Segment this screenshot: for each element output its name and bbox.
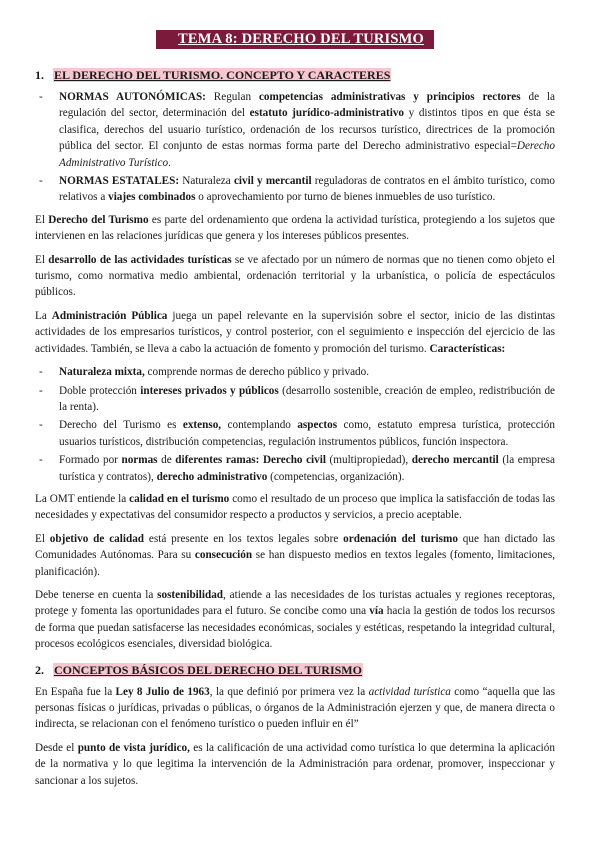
term: objetivo de calidad	[49, 532, 145, 545]
paragraph-objetivo-calidad	[35, 531, 555, 580]
section-1-heading	[35, 68, 555, 83]
text: de la regulación del sector, determinación del	[59, 91, 555, 120]
term: ordenación del turismo	[343, 532, 458, 545]
term: consecución	[194, 549, 253, 562]
term: intereses privados y públicos	[140, 384, 279, 397]
list-item-extenso	[35, 417, 555, 450]
text: (multipropiedad),	[325, 454, 412, 467]
term: derecho administrativo	[156, 470, 268, 483]
term: Características:	[429, 342, 506, 355]
title-bar	[35, 0, 555, 52]
text: como, estatuto empresa turística, protección usuarios turísticos, distribución competencias, regulación instrumentos públicos, función inspectora.	[59, 419, 555, 448]
list-item-normas-autonomicas	[35, 89, 555, 171]
list-item-doble-proteccion	[35, 383, 555, 416]
term: civil y mercantil	[233, 175, 312, 188]
term: vía	[369, 605, 384, 618]
text: contemplando	[221, 419, 298, 432]
text: (desarrollo sostenible, creación de empleo, redistribución de la renta).	[59, 384, 556, 413]
italic-term: Derecho Administrativo Turístico	[59, 140, 555, 169]
normas-list	[35, 89, 555, 206]
text: , la que definió por primera vez la	[209, 685, 369, 698]
section-2-number: 2.	[35, 662, 44, 677]
text: y distintos tipos en que ésta se clasifica, derechos del usuario turístico, ordenación de los recursos turístico, directrices de la promoción pública del sector. El conjunto de estas normas forma parte del Derecho administrativo especial=	[59, 107, 555, 153]
term: estatuto jurídico-administrativo	[249, 107, 405, 120]
text: como el resultado de un proceso que implica la satisfacción de todas las necesidades y expectativas del consumidor respecto a productos y servicios, a precio aceptable.	[35, 492, 555, 522]
text: que han dictado las Comunidades Autónomas. Para su	[35, 532, 555, 562]
text: juega un papel relevante en la supervisión sobre el sector, inicio de las distintas actividades de los empresarios turísticos, y control posterior, con el seguimiento e inspección del ejercicio de las actividades. También, se lleva a cabo la actuación de fomento y promoción del turismo.	[35, 309, 555, 355]
text: En España fue la	[35, 685, 116, 698]
term: diferentes ramas: Derecho civil	[175, 454, 326, 467]
term: aspectos	[297, 419, 338, 432]
text: Naturaleza	[179, 175, 234, 188]
paragraph-ley-1963	[35, 684, 555, 733]
term: punto de vista jurídico,	[77, 741, 190, 754]
text: (competencias, organización).	[267, 470, 405, 483]
text: (la empresa turística y contratos),	[59, 454, 555, 483]
text: comprende normas de derecho público y privado.	[144, 366, 370, 379]
text: , atiende a las necesidades de los turistas actuales y regiones receptoras, protege y fomenta las oportunidades para el futuro. Se concibe como una	[35, 588, 555, 618]
page-title: TEMA 8: DERECHO DEL TURISMO	[156, 30, 434, 49]
text: como “aquella que las personas físicas o jurídicas, privadas o públicas, o órganos de la Administración ejerzen y que, de manera directa o indirecta, se relacionan con el fenómeno turístico o pueden influir en él”	[35, 685, 555, 731]
text: Debe tenerse en cuenta la	[35, 588, 158, 601]
list-item-normas-estatales	[35, 173, 555, 206]
term: Derecho del Turismo	[48, 213, 149, 226]
term: competencias administrativas y principios rectores	[258, 91, 521, 103]
text: reguladoras de contratos en el ámbito turístico, como relativos a	[59, 175, 555, 204]
paragraph-sostenibilidad	[35, 587, 555, 653]
italic-term: actividad turística	[368, 685, 451, 698]
term: Administración Pública	[51, 309, 168, 322]
text: Formado por	[59, 454, 122, 467]
text: hacia la gestión de todos los recursos de forma que puedan satisfacerse las necesidades económicas, sociales y estéticas, respetando la integridad cultural, procesos ecológicos esenciales, diversidad biológica.	[35, 605, 555, 651]
paragraph-derecho-turismo	[35, 212, 555, 245]
term: Naturaleza mixta,	[59, 366, 145, 379]
term: calidad en el turismo	[129, 492, 230, 505]
text: se ve afectado por un número de normas que no tienen como objeto el turismo, como normativa medio ambiental, ordenación territorial y la urbanística, o policía de espectáculos públicos.	[35, 253, 555, 299]
term: Ley 8 Julio de 1963	[115, 685, 210, 698]
term: NORMAS AUTONÓMICAS:	[59, 91, 206, 103]
section-2-title: CONCEPTOS BÁSICOS DEL DERECHO DEL TURISMO	[54, 662, 362, 677]
term: normas	[121, 454, 158, 467]
text: es parte del ordenamiento que ordena la actividad turística, protegiendo a los sujetos que intervienen en las relaciones jurídicas que genera y los intereses públicos presentes.	[35, 213, 555, 243]
paragraph-punto-vista-juridico	[35, 740, 555, 789]
paragraph-desarrollo	[35, 252, 555, 301]
section-1-number: 1.	[35, 68, 44, 82]
text: es la calificación de una actividad como turística lo que determina la aplicación de la normativa y lo que legitima la intervención de la Administración para ordenar, promover, inspeccionar y sancionar a los sujetos.	[35, 741, 555, 787]
text: está presente en los textos legales sobre	[144, 532, 344, 545]
text: La OMT entiende la	[35, 492, 130, 505]
term: NORMAS ESTATALES:	[59, 175, 180, 188]
text: de	[157, 454, 176, 467]
text: El	[35, 213, 49, 226]
list-item-ramas	[35, 452, 555, 485]
term: viajes combinados	[108, 191, 196, 204]
list-item-naturaleza	[35, 364, 555, 380]
paragraph-calidad	[35, 491, 555, 524]
text: Doble protección	[59, 384, 141, 397]
text: La	[35, 309, 52, 322]
caracteristicas-list	[35, 364, 555, 485]
section-2-heading	[35, 663, 555, 678]
term: extenso,	[182, 419, 222, 432]
text: Derecho del Turismo es	[59, 419, 183, 432]
text: El	[35, 532, 50, 545]
text: Regulan	[205, 91, 259, 103]
term: sostenibilidad	[157, 588, 224, 601]
paragraph-administracion	[35, 308, 555, 357]
term: derecho mercantil	[411, 454, 499, 467]
text: Desde el	[35, 741, 78, 754]
term: desarrollo de las actividades turísticas	[48, 253, 232, 266]
text: El	[35, 253, 49, 266]
section-1-title: EL DERECHO DEL TURISMO. CONCEPTO Y CARACTERES	[54, 68, 391, 82]
text: .	[168, 156, 171, 169]
text: o aprovechamiento por turno de bienes inmuebles de uso turístico.	[195, 191, 496, 204]
text: se han dispuesto medios en textos legales (fomento, limitaciones, planificación).	[35, 549, 555, 578]
